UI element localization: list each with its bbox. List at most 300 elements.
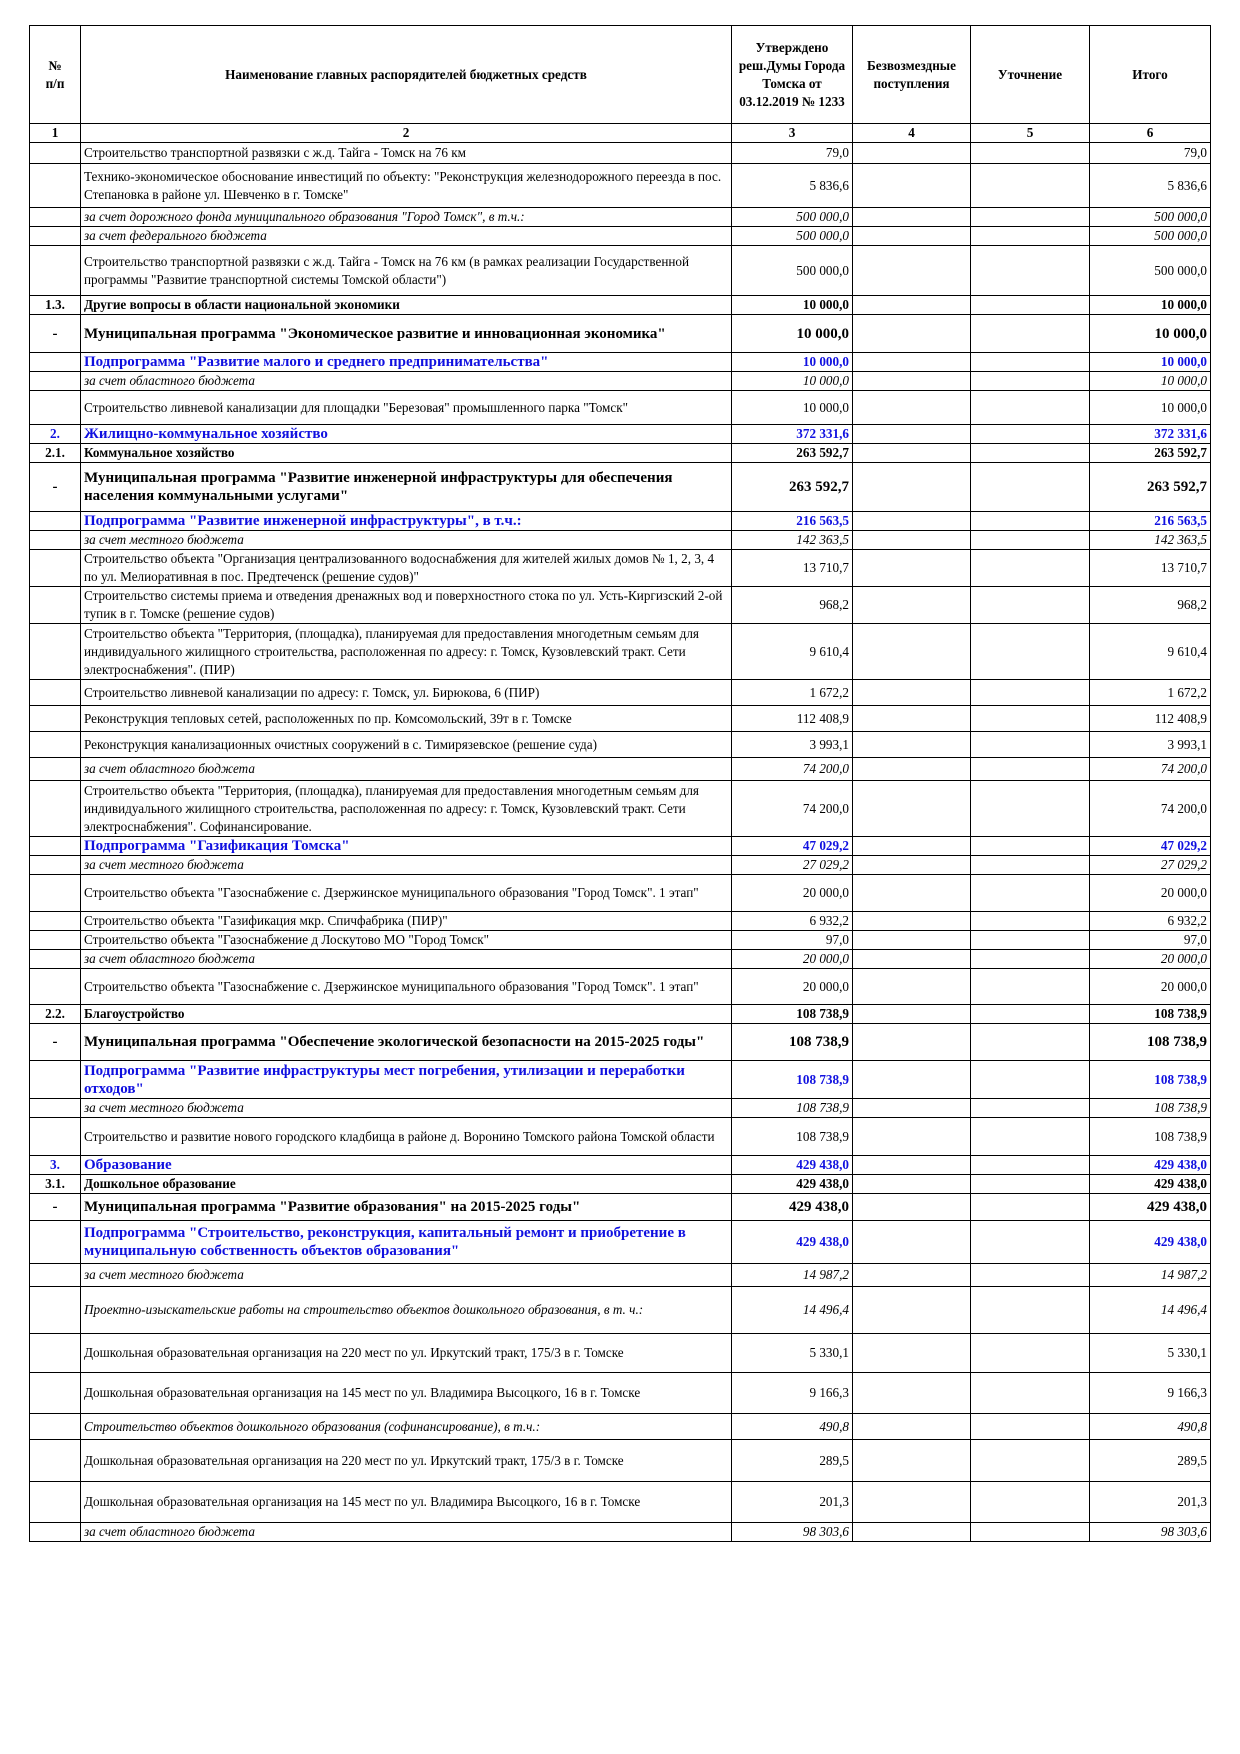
- row-grants: [853, 463, 971, 512]
- row-total: 372 331,6: [1090, 425, 1211, 444]
- row-clarify: [971, 912, 1090, 931]
- table-row: [30, 1264, 1211, 1287]
- row-approved: 201,3: [732, 1482, 853, 1523]
- row-name: Строительство объекта "Газоснабжение с. Дзержинское муниципального образования "Город Томск". 1 этап": [81, 875, 732, 912]
- row-grants: [853, 781, 971, 837]
- row-clarify: [971, 1264, 1090, 1287]
- row-approved: 372 331,6: [732, 425, 853, 444]
- index-cell: 4: [853, 124, 971, 143]
- row-name: Строительство объекта "Газоснабжение с. Дзержинское муниципального образования "Город Томск". 1 этап": [81, 969, 732, 1005]
- row-clarify: [971, 372, 1090, 391]
- row-grants: [853, 425, 971, 444]
- table-row: [30, 1175, 1211, 1194]
- index-cell: 1: [30, 124, 81, 143]
- row-approved: 5 836,6: [732, 164, 853, 208]
- row-name: за счет дорожного фонда муниципального образования "Город Томск", в т.ч.:: [81, 208, 732, 227]
- row-clarify: [971, 1099, 1090, 1118]
- table-row: [30, 512, 1211, 531]
- row-grants: [853, 444, 971, 463]
- row-clarify: [971, 1194, 1090, 1221]
- row-grants: [853, 296, 971, 315]
- row-approved: 142 363,5: [732, 531, 853, 550]
- row-approved: 500 000,0: [732, 227, 853, 246]
- row-clarify: [971, 1373, 1090, 1414]
- row-name: Другие вопросы в области национальной экономики: [81, 296, 732, 315]
- table-row: [30, 758, 1211, 781]
- index-cell: 5: [971, 124, 1090, 143]
- table-row: [30, 164, 1211, 208]
- table-row: [30, 531, 1211, 550]
- table-row: [30, 1523, 1211, 1542]
- row-grants: [853, 1482, 971, 1523]
- row-name: Муниципальная программа "Развитие образования" на 2015-2025 годы": [81, 1194, 732, 1221]
- row-grants: [853, 875, 971, 912]
- row-number: -: [30, 315, 81, 353]
- row-clarify: [971, 1287, 1090, 1334]
- row-total: 13 710,7: [1090, 550, 1211, 587]
- table-row: [30, 875, 1211, 912]
- row-approved: 500 000,0: [732, 246, 853, 296]
- row-number: [30, 353, 81, 372]
- row-number: [30, 1061, 81, 1099]
- table-row: [30, 372, 1211, 391]
- row-grants: [853, 246, 971, 296]
- row-approved: 3 993,1: [732, 732, 853, 758]
- row-total: 429 438,0: [1090, 1175, 1211, 1194]
- row-grants: [853, 1523, 971, 1542]
- row-grants: [853, 1194, 971, 1221]
- row-clarify: [971, 391, 1090, 425]
- row-total: 10 000,0: [1090, 296, 1211, 315]
- row-number: [30, 969, 81, 1005]
- row-name: Жилищно-коммунальное хозяйство: [81, 425, 732, 444]
- row-clarify: [971, 875, 1090, 912]
- table-row: [30, 1373, 1211, 1414]
- row-name: Дошкольная образовательная организация на 145 мест по ул. Владимира Высоцкого, 16 в г. Томске: [81, 1373, 732, 1414]
- row-grants: [853, 1024, 971, 1061]
- row-number: 3.: [30, 1156, 81, 1175]
- table-row: [30, 353, 1211, 372]
- header-total: Итого: [1090, 26, 1211, 124]
- row-approved: 10 000,0: [732, 372, 853, 391]
- row-name: за счет федерального бюджета: [81, 227, 732, 246]
- table-row: [30, 912, 1211, 931]
- row-number: 1.3.: [30, 296, 81, 315]
- row-approved: 263 592,7: [732, 463, 853, 512]
- table-row: [30, 706, 1211, 732]
- row-name: Дошкольная образовательная организация на 220 мест по ул. Иркутский тракт, 175/3 в г. Томске: [81, 1440, 732, 1482]
- table-row: [30, 837, 1211, 856]
- row-name: Строительство объекта "Организация централизованного водоснабжения для жителей жилых домов № 1, 2, 3, 4 по ул. Мелиоративная в пос. Предтеченск (решение судов)": [81, 550, 732, 587]
- row-name: Строительство объекта "Территория, (площадка), планируемая для предоставления многодетным семьям для индивидуального жилищного строительства, расположенная по адресу: г. Томск, Кузовлевский тракт. Сети электроснабжения". (ПИР): [81, 624, 732, 680]
- row-number: [30, 856, 81, 875]
- row-approved: 1 672,2: [732, 680, 853, 706]
- row-total: 10 000,0: [1090, 353, 1211, 372]
- row-approved: 98 303,6: [732, 1523, 853, 1542]
- row-name: Строительство транспортной развязки с ж.д. Тайга - Томск на 76 км (в рамках реализации Государственной программы "Развитие транспортной системы Томской области"): [81, 246, 732, 296]
- row-total: 98 303,6: [1090, 1523, 1211, 1542]
- row-total: 263 592,7: [1090, 444, 1211, 463]
- row-name: Реконструкция канализационных очистных сооружений в с. Тимирязевское (решение суда): [81, 732, 732, 758]
- header-grants: Безвозмездные поступления: [853, 26, 971, 124]
- row-grants: [853, 1118, 971, 1156]
- row-name: Благоустройство: [81, 1005, 732, 1024]
- table-row: [30, 246, 1211, 296]
- row-grants: [853, 208, 971, 227]
- row-approved: 10 000,0: [732, 315, 853, 353]
- row-total: 108 738,9: [1090, 1118, 1211, 1156]
- row-approved: 20 000,0: [732, 969, 853, 1005]
- row-name: Подпрограмма "Развитие инженерной инфраструктуры", в т.ч.:: [81, 512, 732, 531]
- row-grants: [853, 1373, 971, 1414]
- row-number: [30, 550, 81, 587]
- table-row: [30, 587, 1211, 624]
- row-number: [30, 680, 81, 706]
- row-clarify: [971, 164, 1090, 208]
- row-grants: [853, 706, 971, 732]
- row-approved: 20 000,0: [732, 950, 853, 969]
- table-row: [30, 296, 1211, 315]
- budget-body: [30, 143, 1211, 1542]
- row-approved: 429 438,0: [732, 1194, 853, 1221]
- row-total: 429 438,0: [1090, 1194, 1211, 1221]
- table-row: [30, 208, 1211, 227]
- row-total: 429 438,0: [1090, 1221, 1211, 1264]
- row-name: Подпрограмма "Развитие инфраструктуры мест погребения, утилизации и переработки отходов": [81, 1061, 732, 1099]
- row-approved: 263 592,7: [732, 444, 853, 463]
- row-clarify: [971, 444, 1090, 463]
- row-clarify: [971, 856, 1090, 875]
- row-number: 2.: [30, 425, 81, 444]
- row-name: Строительство объекта "Территория, (площадка), планируемая для предоставления многодетным семьям для индивидуального жилищного строительства, расположенная по адресу: г. Томск, Кузовлевский тракт. Сети электроснабжения". Софинансирование.: [81, 781, 732, 837]
- table-row: [30, 781, 1211, 837]
- row-total: 968,2: [1090, 587, 1211, 624]
- row-number: [30, 227, 81, 246]
- row-number: -: [30, 1194, 81, 1221]
- row-clarify: [971, 1118, 1090, 1156]
- row-grants: [853, 1221, 971, 1264]
- row-clarify: [971, 1024, 1090, 1061]
- row-clarify: [971, 296, 1090, 315]
- row-total: 97,0: [1090, 931, 1211, 950]
- row-clarify: [971, 208, 1090, 227]
- row-approved: 108 738,9: [732, 1061, 853, 1099]
- row-approved: 79,0: [732, 143, 853, 164]
- row-clarify: [971, 1221, 1090, 1264]
- header-name: Наименование главных распорядителей бюджетных средств: [81, 26, 732, 124]
- table-row: [30, 550, 1211, 587]
- row-clarify: [971, 950, 1090, 969]
- table-row: [30, 1194, 1211, 1221]
- row-approved: 20 000,0: [732, 875, 853, 912]
- row-clarify: [971, 227, 1090, 246]
- row-name: Строительство объекта "Газификация мкр. Спичфабрика (ПИР)": [81, 912, 732, 931]
- row-name: Строительство объектов дошкольного образования (софинансирование), в т.ч.:: [81, 1414, 732, 1440]
- row-number: [30, 164, 81, 208]
- row-approved: 10 000,0: [732, 391, 853, 425]
- row-clarify: [971, 550, 1090, 587]
- table-row: [30, 624, 1211, 680]
- row-clarify: [971, 463, 1090, 512]
- row-number: [30, 837, 81, 856]
- row-total: 10 000,0: [1090, 372, 1211, 391]
- row-approved: 27 029,2: [732, 856, 853, 875]
- row-number: [30, 1482, 81, 1523]
- index-row: [30, 124, 1211, 143]
- row-number: [30, 1099, 81, 1118]
- index-cell: 6: [1090, 124, 1211, 143]
- row-total: 14 496,4: [1090, 1287, 1211, 1334]
- row-clarify: [971, 315, 1090, 353]
- row-clarify: [971, 531, 1090, 550]
- row-approved: 500 000,0: [732, 208, 853, 227]
- row-clarify: [971, 706, 1090, 732]
- row-approved: 429 438,0: [732, 1175, 853, 1194]
- row-clarify: [971, 246, 1090, 296]
- row-clarify: [971, 1414, 1090, 1440]
- table-row: [30, 1156, 1211, 1175]
- row-total: 142 363,5: [1090, 531, 1211, 550]
- row-name: Образование: [81, 1156, 732, 1175]
- row-total: 9 610,4: [1090, 624, 1211, 680]
- index-cell: 3: [732, 124, 853, 143]
- row-grants: [853, 856, 971, 875]
- row-clarify: [971, 1156, 1090, 1175]
- row-total: 108 738,9: [1090, 1061, 1211, 1099]
- row-name: Муниципальная программа "Обеспечение экологической безопасности на 2015-2025 годы": [81, 1024, 732, 1061]
- row-approved: 108 738,9: [732, 1099, 853, 1118]
- row-number: [30, 372, 81, 391]
- row-total: 27 029,2: [1090, 856, 1211, 875]
- row-number: [30, 1118, 81, 1156]
- table-row: [30, 969, 1211, 1005]
- row-name: Строительство ливневой канализации по адресу: г. Томск, ул. Бирюкова, 6 (ПИР): [81, 680, 732, 706]
- row-total: 216 563,5: [1090, 512, 1211, 531]
- row-number: [30, 143, 81, 164]
- row-total: 5 330,1: [1090, 1334, 1211, 1373]
- header-row: [30, 26, 1211, 124]
- row-grants: [853, 315, 971, 353]
- row-name: Строительство объекта "Газоснабжение д Лоскутово МО "Город Томск": [81, 931, 732, 950]
- table-row: [30, 1287, 1211, 1334]
- row-grants: [853, 1099, 971, 1118]
- row-clarify: [971, 837, 1090, 856]
- row-total: 429 438,0: [1090, 1156, 1211, 1175]
- row-total: 20 000,0: [1090, 969, 1211, 1005]
- row-name: Строительство ливневой канализации для площадки "Березовая" промышленного парка "Томск": [81, 391, 732, 425]
- row-grants: [853, 391, 971, 425]
- row-number: 2.1.: [30, 444, 81, 463]
- row-name: Коммунальное хозяйство: [81, 444, 732, 463]
- row-grants: [853, 1440, 971, 1482]
- budget-table: [29, 25, 1211, 1542]
- row-total: 74 200,0: [1090, 781, 1211, 837]
- row-grants: [853, 969, 971, 1005]
- row-grants: [853, 164, 971, 208]
- row-approved: 74 200,0: [732, 781, 853, 837]
- row-grants: [853, 143, 971, 164]
- row-clarify: [971, 931, 1090, 950]
- row-approved: 490,8: [732, 1414, 853, 1440]
- table-row: [30, 732, 1211, 758]
- row-number: [30, 931, 81, 950]
- row-grants: [853, 1334, 971, 1373]
- row-clarify: [971, 969, 1090, 1005]
- row-clarify: [971, 1061, 1090, 1099]
- row-clarify: [971, 512, 1090, 531]
- table-row: [30, 315, 1211, 353]
- row-total: 74 200,0: [1090, 758, 1211, 781]
- table-row: [30, 391, 1211, 425]
- row-approved: 9 610,4: [732, 624, 853, 680]
- row-name: Подпрограмма "Развитие малого и среднего предпринимательства": [81, 353, 732, 372]
- table-row: [30, 1118, 1211, 1156]
- row-number: [30, 1414, 81, 1440]
- row-clarify: [971, 1005, 1090, 1024]
- table-row: [30, 856, 1211, 875]
- row-number: [30, 246, 81, 296]
- row-grants: [853, 912, 971, 931]
- row-grants: [853, 550, 971, 587]
- table-row: [30, 227, 1211, 246]
- row-name: за счет областного бюджета: [81, 950, 732, 969]
- row-total: 79,0: [1090, 143, 1211, 164]
- row-number: 3.1.: [30, 1175, 81, 1194]
- row-grants: [853, 758, 971, 781]
- row-total: 490,8: [1090, 1414, 1211, 1440]
- row-name: Муниципальная программа "Экономическое развитие и инновационная экономика": [81, 315, 732, 353]
- row-total: 9 166,3: [1090, 1373, 1211, 1414]
- row-approved: 108 738,9: [732, 1005, 853, 1024]
- table-row: [30, 1099, 1211, 1118]
- row-total: 10 000,0: [1090, 391, 1211, 425]
- row-name: Строительство и развитие нового городского кладбища в районе д. Воронино Томского района Томской области: [81, 1118, 732, 1156]
- table-row: [30, 1334, 1211, 1373]
- row-number: [30, 732, 81, 758]
- row-grants: [853, 1264, 971, 1287]
- row-name: Дошкольная образовательная организация на 220 мест по ул. Иркутский тракт, 175/3 в г. Томске: [81, 1334, 732, 1373]
- row-total: 20 000,0: [1090, 950, 1211, 969]
- row-number: [30, 624, 81, 680]
- row-approved: 429 438,0: [732, 1221, 853, 1264]
- row-total: 500 000,0: [1090, 246, 1211, 296]
- row-clarify: [971, 732, 1090, 758]
- row-number: [30, 391, 81, 425]
- row-approved: 47 029,2: [732, 837, 853, 856]
- row-total: 108 738,9: [1090, 1005, 1211, 1024]
- table-row: [30, 950, 1211, 969]
- row-approved: 14 987,2: [732, 1264, 853, 1287]
- table-row: [30, 1414, 1211, 1440]
- table-row: [30, 463, 1211, 512]
- row-grants: [853, 837, 971, 856]
- row-grants: [853, 372, 971, 391]
- table-row: [30, 931, 1211, 950]
- row-name: за счет областного бюджета: [81, 372, 732, 391]
- row-approved: 5 330,1: [732, 1334, 853, 1373]
- row-total: 201,3: [1090, 1482, 1211, 1523]
- row-name: за счет областного бюджета: [81, 758, 732, 781]
- row-name: Подпрограмма "Строительство, реконструкция, капитальный ремонт и приобретение в муниципальную собственность объектов образования": [81, 1221, 732, 1264]
- row-number: [30, 758, 81, 781]
- row-grants: [853, 1156, 971, 1175]
- row-clarify: [971, 353, 1090, 372]
- row-approved: 10 000,0: [732, 353, 853, 372]
- row-grants: [853, 1061, 971, 1099]
- row-number: [30, 1523, 81, 1542]
- header-clarify: Уточнение: [971, 26, 1090, 124]
- table-row: [30, 1005, 1211, 1024]
- row-number: [30, 1334, 81, 1373]
- table-row: [30, 1440, 1211, 1482]
- row-number: [30, 1287, 81, 1334]
- row-number: [30, 1264, 81, 1287]
- row-grants: [853, 1175, 971, 1194]
- table-row: [30, 444, 1211, 463]
- row-number: [30, 531, 81, 550]
- row-clarify: [971, 781, 1090, 837]
- row-grants: [853, 931, 971, 950]
- row-name: Подпрограмма "Газификация Томска": [81, 837, 732, 856]
- row-total: 47 029,2: [1090, 837, 1211, 856]
- row-approved: 9 166,3: [732, 1373, 853, 1414]
- row-total: 112 408,9: [1090, 706, 1211, 732]
- row-number: [30, 1440, 81, 1482]
- row-clarify: [971, 1523, 1090, 1542]
- row-clarify: [971, 1482, 1090, 1523]
- row-number: -: [30, 463, 81, 512]
- row-clarify: [971, 1175, 1090, 1194]
- row-number: [30, 1221, 81, 1264]
- row-total: 500 000,0: [1090, 227, 1211, 246]
- row-name: за счет местного бюджета: [81, 856, 732, 875]
- row-name: Строительство транспортной развязки с ж.д. Тайга - Томск на 76 км: [81, 143, 732, 164]
- row-total: 14 987,2: [1090, 1264, 1211, 1287]
- row-grants: [853, 680, 971, 706]
- table-row: [30, 680, 1211, 706]
- row-grants: [853, 1414, 971, 1440]
- row-grants: [853, 1005, 971, 1024]
- table-row: [30, 425, 1211, 444]
- row-number: [30, 208, 81, 227]
- row-approved: 289,5: [732, 1440, 853, 1482]
- table-row: [30, 1221, 1211, 1264]
- row-number: [30, 512, 81, 531]
- table-row: [30, 1061, 1211, 1099]
- row-approved: 6 932,2: [732, 912, 853, 931]
- row-grants: [853, 353, 971, 372]
- row-total: 1 672,2: [1090, 680, 1211, 706]
- table-row: [30, 1024, 1211, 1061]
- row-number: [30, 912, 81, 931]
- row-approved: 108 738,9: [732, 1118, 853, 1156]
- row-clarify: [971, 1440, 1090, 1482]
- row-number: -: [30, 1024, 81, 1061]
- row-total: 263 592,7: [1090, 463, 1211, 512]
- row-approved: 13 710,7: [732, 550, 853, 587]
- row-name: Реконструкция тепловых сетей, расположенных по пр. Комсомольский, 39т в г. Томске: [81, 706, 732, 732]
- row-grants: [853, 531, 971, 550]
- row-approved: 108 738,9: [732, 1024, 853, 1061]
- row-name: Муниципальная программа "Развитие инженерной инфраструктуры для обеспечения населения коммунальными услугами": [81, 463, 732, 512]
- row-name: Строительство системы приема и отведения дренажных вод и поверхностного стока по ул. Усть-Киргизский 2-ой тупик в г. Томске (решение судов): [81, 587, 732, 624]
- row-total: 6 932,2: [1090, 912, 1211, 931]
- row-name: Дошкольная образовательная организация на 145 мест по ул. Владимира Высоцкого, 16 в г. Томске: [81, 1482, 732, 1523]
- table-row: [30, 1482, 1211, 1523]
- row-name: за счет местного бюджета: [81, 531, 732, 550]
- row-number: [30, 950, 81, 969]
- row-number: [30, 1373, 81, 1414]
